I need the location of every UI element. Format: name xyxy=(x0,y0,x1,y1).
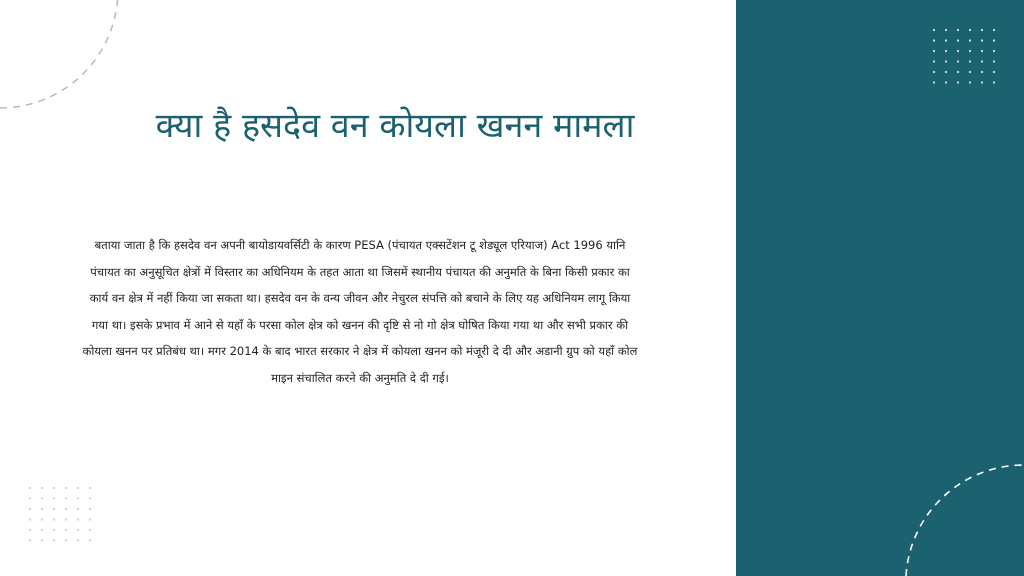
side-panel xyxy=(736,0,1024,576)
decoration-dot xyxy=(89,539,91,541)
decoration-dot xyxy=(29,529,31,531)
decoration-dot xyxy=(53,518,55,520)
decoration-dot xyxy=(29,497,31,499)
decoration-dot xyxy=(77,518,79,520)
decoration-dot xyxy=(77,497,79,499)
decoration-dot xyxy=(53,487,55,489)
decoration-dot xyxy=(29,487,31,489)
decoration-dot xyxy=(29,518,31,520)
slide-body-text: बताया जाता है कि हसदेव वन अपनी बायोडायवर्सिटी के कारण PESA (पंचायत एक्सटेंशन टू शेड्यूल एरियाज) Act 1996 यानि पंचायत का अनुसूचित क्षेत्रों में विस्तार का अधिनियम के तहत आता था जिसमें स्थानीय पंचायत की अनुमति के बिना किसी प्रकार का कार्य वन क्षेत्र में नहीं किया जा सकता था। हसदेव वन के वन्य जीवन और नेचुरल संपत्ति को बचाने के लिए यह अधिनियम लागू किया गया था। इसके प्रभाव में आने से यहाँ के परसा कोल क्षेत्र को खनन की दृष्टि से नो गो क्षेत्र घोषित किया गया था और सभी प्रकार की कोयला खनन पर प्रतिबंध था। मगर 2014 के बाद भारत सरकार ने क्षेत्र में कोयला खनन को मंजूरी दे दी और अडानी ग्रुप को यहाँ कोल माइन संचालित करने की अनुमति दे दी गई। xyxy=(82,238,638,385)
decoration-dot xyxy=(89,487,91,489)
decoration-dot xyxy=(65,508,67,510)
decoration-dot xyxy=(53,508,55,510)
decoration-dot xyxy=(53,497,55,499)
decoration-dot xyxy=(89,529,91,531)
decoration-dot xyxy=(77,508,79,510)
decoration-dot xyxy=(89,508,91,510)
decoration-dot xyxy=(41,539,43,541)
decoration-dot xyxy=(29,539,31,541)
decoration-dot xyxy=(65,529,67,531)
decoration-dot xyxy=(41,529,43,531)
decoration-dot xyxy=(41,508,43,510)
dot-grid-bottom-left xyxy=(26,484,96,546)
decoration-dot xyxy=(89,497,91,499)
decoration-dot xyxy=(53,539,55,541)
decoration-dot xyxy=(41,518,43,520)
decoration-dot xyxy=(65,539,67,541)
decoration-dot xyxy=(77,529,79,531)
decoration-dot xyxy=(65,487,67,489)
decoration-dot xyxy=(89,518,91,520)
decoration-dot xyxy=(29,508,31,510)
slide-title: क्या है हसदेव वन कोयला खनन मामला xyxy=(155,106,635,146)
decoration-dot xyxy=(41,487,43,489)
decoration-dot xyxy=(53,529,55,531)
decoration-dot xyxy=(77,487,79,489)
decoration-dot xyxy=(41,497,43,499)
decoration-dot xyxy=(65,518,67,520)
decoration-dot xyxy=(65,497,67,499)
decoration-dot xyxy=(77,539,79,541)
